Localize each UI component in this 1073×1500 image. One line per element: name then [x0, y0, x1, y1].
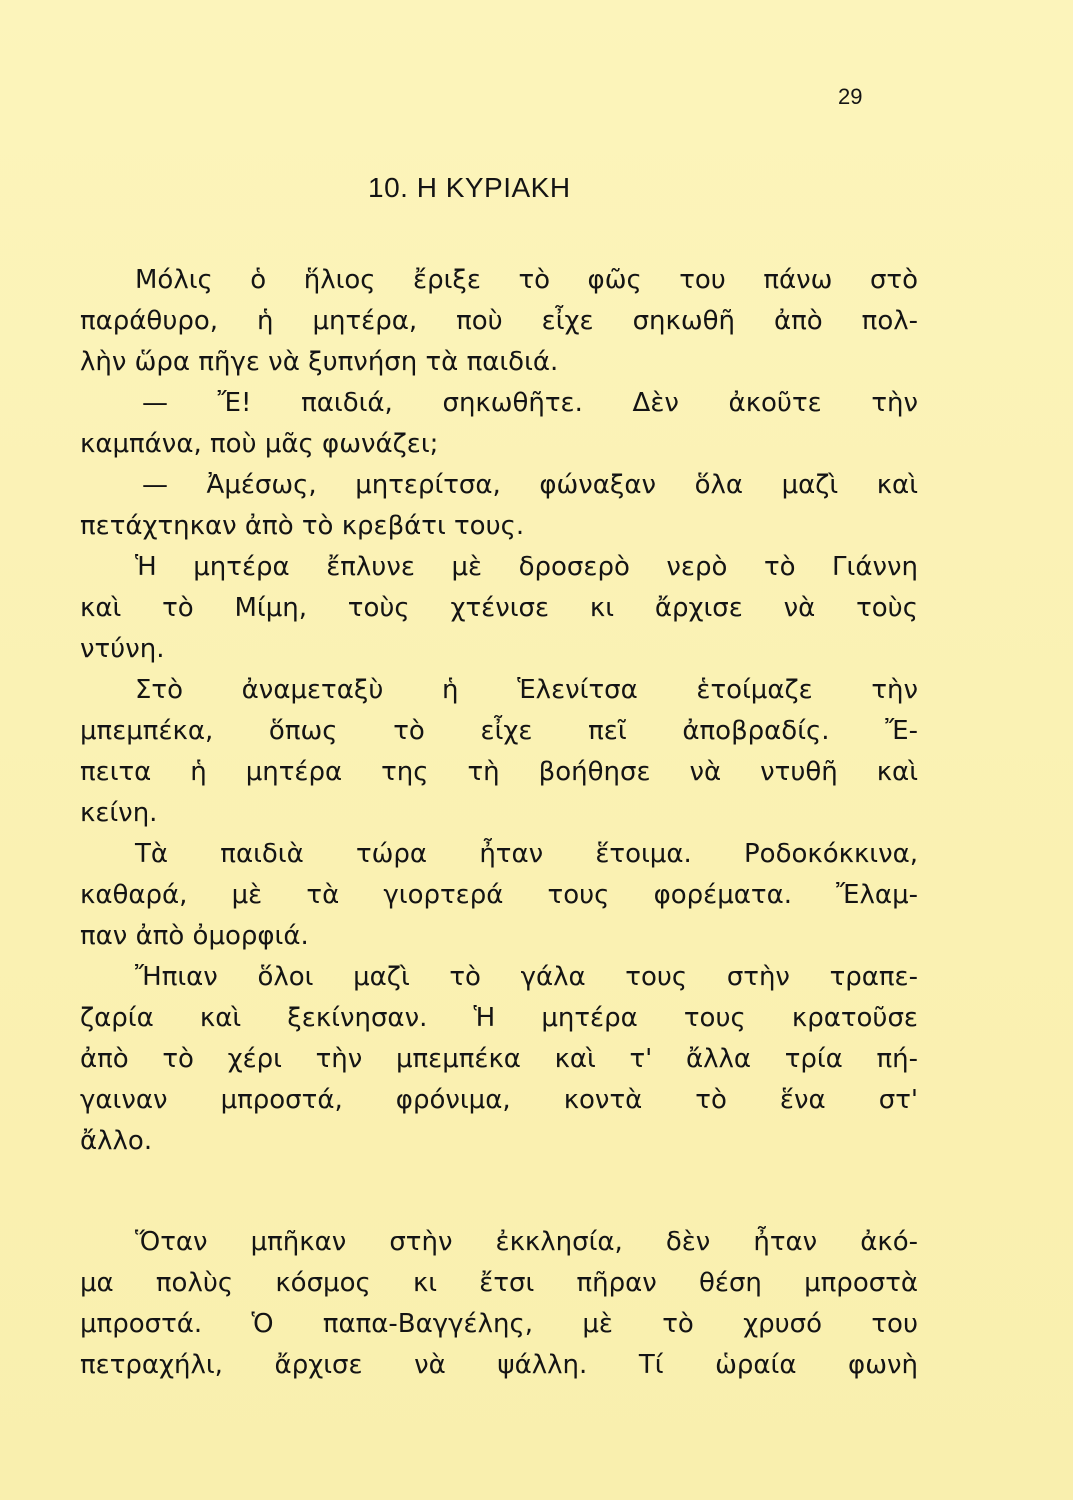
text-line: παν ἀπὸ ὀμορφιά.: [80, 921, 309, 951]
text-line: μα πολὺς κόσμος κι ἔτσι πῆραν θέση μπροστὰ: [80, 1268, 918, 1298]
text-line: — Ἀμέσως, μητερίτσα, φώναξαν ὅλα μαζὶ καὶ: [142, 470, 918, 500]
text-line: Ἡ μητέρα ἔπλυνε μὲ δροσερὸ νερὸ τὸ Γιάννη: [135, 552, 918, 582]
text-line: κείνη.: [80, 798, 158, 828]
text-line: ζαρία καὶ ξεκίνησαν. Ἡ μητέρα τους κρατοῦσε: [80, 1003, 918, 1033]
text-line: καθαρά, μὲ τὰ γιορτερά τους φορέματα. Ἔλαμ-: [80, 880, 918, 910]
text-line: πετάχτηκαν ἀπὸ τὸ κρεβάτι τους.: [80, 511, 525, 541]
text-line: γαιναν μπροστά, φρόνιμα, κοντὰ τὸ ἕνα στ': [80, 1085, 918, 1115]
text-line: Ἤπιαν ὅλοι μαζὶ τὸ γάλα τους στὴν τραπε-: [135, 962, 918, 992]
text-line: Στὸ ἀναμεταξὺ ἡ Ἑλενίτσα ἑτοίμαζε τὴν: [135, 675, 918, 705]
text-line: ντύνη.: [80, 634, 165, 664]
text-line: μπροστά. Ὁ παπα-Βαγγέλης, μὲ τὸ χρυσό του: [80, 1309, 918, 1339]
body-text: [80, 260, 918, 1386]
text-line: Μόλις ὁ ἥλιος ἔριξε τὸ φῶς του πάνω στὸ: [135, 265, 918, 295]
page-number: 29: [838, 84, 863, 109]
text-line: καὶ τὸ Μίμη, τοὺς χτένισε κι ἄρχισε νὰ τοὺς: [80, 593, 918, 623]
text-line: Τὰ παιδιὰ τώρα ἦταν ἕτοιμα. Ροδοκόκκινα,: [135, 839, 918, 869]
text-line: μπεμπέκα, ὅπως τὸ εἶχε πεῖ ἀποβραδίς. Ἔ-: [80, 716, 918, 746]
text-line: ἄλλο.: [80, 1126, 153, 1156]
text-line: πετραχήλι, ἄρχισε νὰ ψάλλη. Τί ὡραία φωνὴ: [80, 1350, 918, 1380]
chapter-title: 10. Η ΚΥΡΙΑΚΗ: [368, 172, 571, 203]
text-line: παράθυρο, ἡ μητέρα, ποὺ εἶχε σηκωθῆ ἀπὸ πολ-: [80, 306, 918, 336]
text-line: Ὅταν μπῆκαν στὴν ἐκκλησία, δὲν ἦταν ἀκό-: [135, 1227, 918, 1257]
text-line: — Ἔ! παιδιά, σηκωθῆτε. Δὲν ἀκοῦτε τὴν: [142, 388, 918, 418]
text-line: καμπάνα, ποὺ μᾶς φωνάζει;: [80, 429, 439, 459]
text-line: λὴν ὥρα πῆγε νὰ ξυπνήση τὰ παιδιά.: [80, 347, 559, 377]
paragraph-gap: [80, 1162, 918, 1222]
text-line: ἀπὸ τὸ χέρι τὴν μπεμπέκα καὶ τ' ἄλλα τρία πή-: [80, 1044, 918, 1074]
text-line: πειτα ἡ μητέρα της τὴ βοήθησε νὰ ντυθῆ καὶ: [80, 757, 918, 787]
